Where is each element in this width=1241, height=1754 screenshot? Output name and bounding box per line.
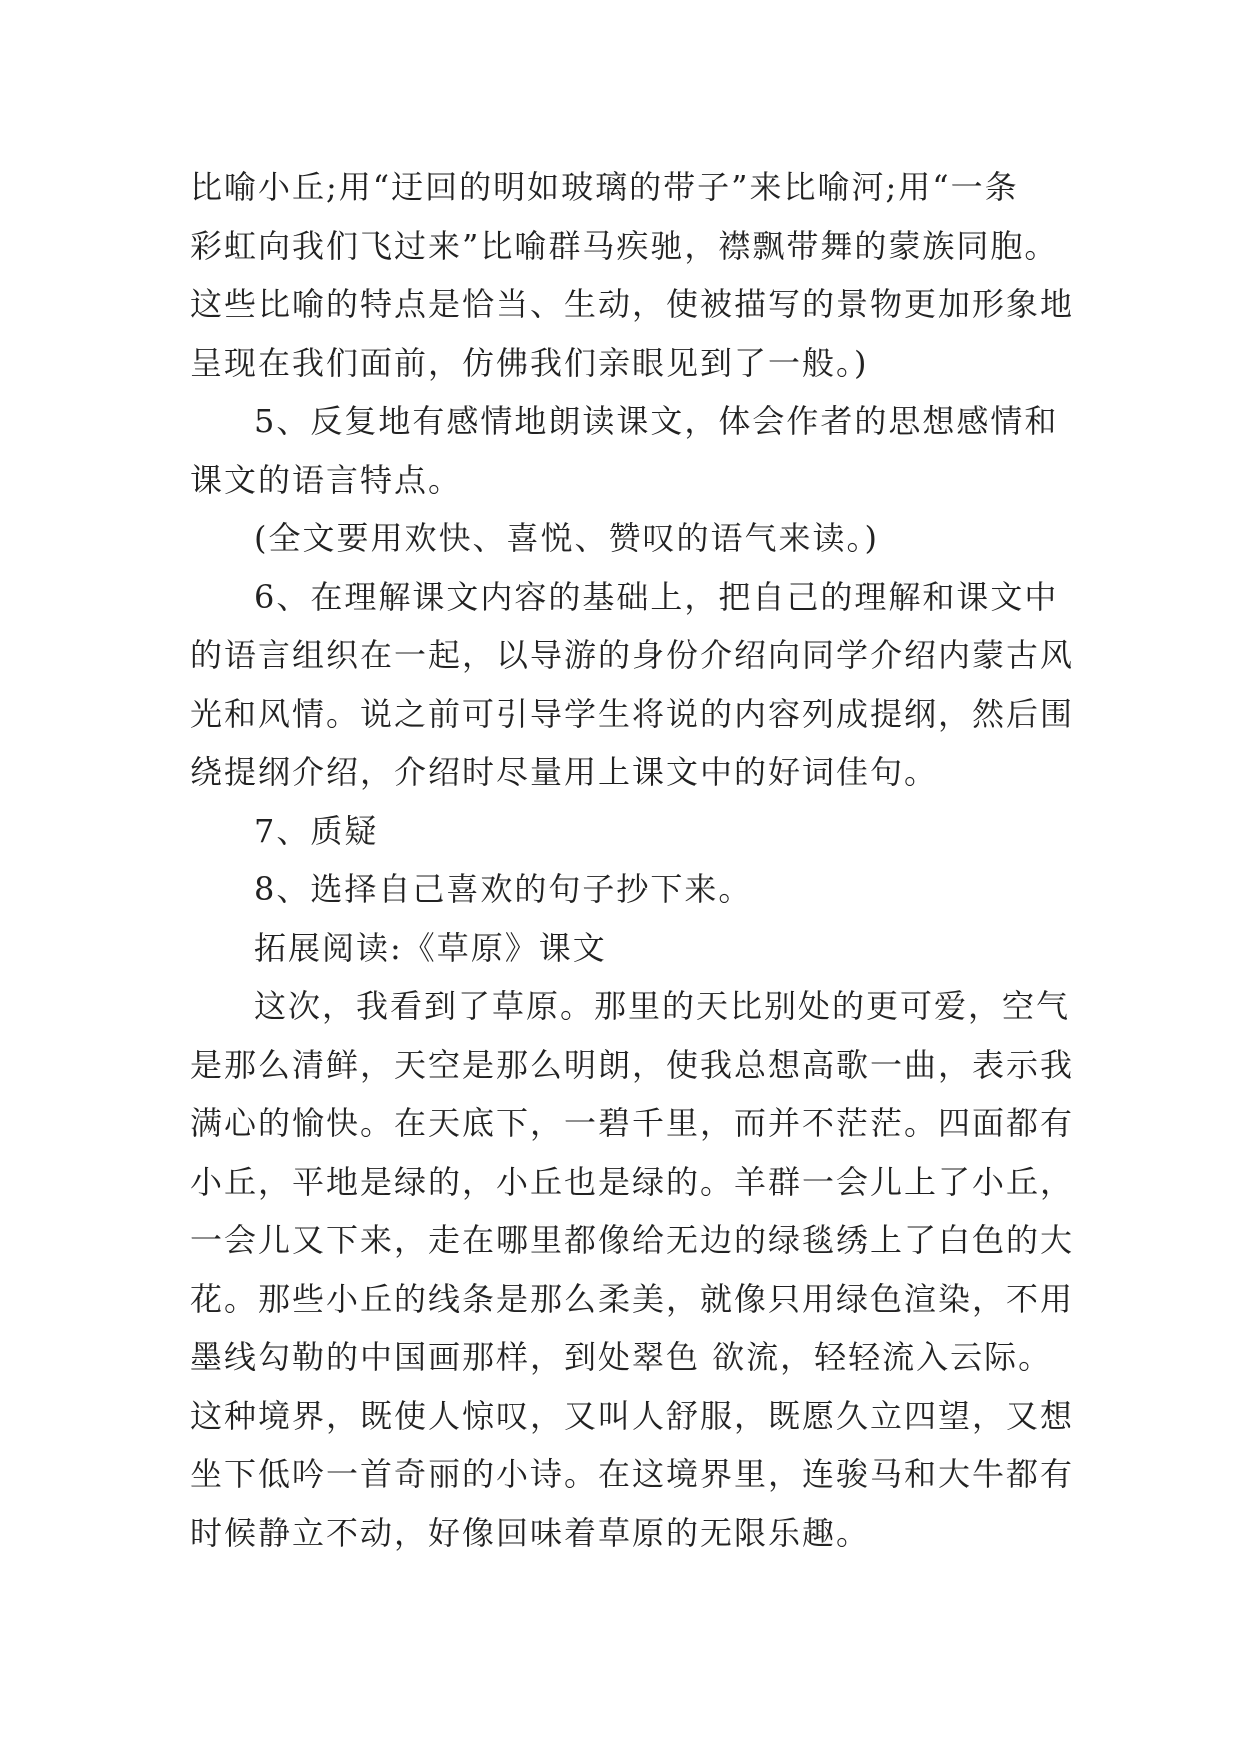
text-line-22: 这种境界，既使人惊叹，又叫人舒服，既愿久立四望，又想 — [190, 1396, 1075, 1435]
text-line-10: 光和风情。说之前可引导学生将说的内容列成提纲，然后围 — [190, 694, 1075, 733]
text-line-6: 课文的语言特点。 — [190, 460, 463, 499]
text-line-21: 墨线勾勒的中国画那样，到处翠色 欲流，轻轻流入云际。 — [190, 1338, 1053, 1376]
text-line-12: 7、质疑 — [254, 811, 379, 850]
text-line-18: 小丘，平地是绿的，小丘也是绿的。羊群一会儿上了小丘， — [190, 1162, 1075, 1201]
text-line-16: 是那么清鲜，天空是那么明朗，使我总想高歌一曲，表示我 — [190, 1045, 1075, 1084]
text-line-5: 5、反复地有感情地朗读课文，体会作者的思想感情和 — [254, 402, 1059, 440]
text-line-14: 拓展阅读:《草原》课文 — [254, 928, 607, 967]
text-line-11: 绕提纲介绍，介绍时尽量用上课文中的好词佳句。 — [190, 753, 939, 791]
document-body — [190, 158, 1075, 1562]
text-line-2: 彩虹向我们飞过来”比喻群马疾驰，襟飘带舞的蒙族同胞。 — [190, 226, 1059, 265]
text-line-17: 满心的愉快。在天底下，一碧千里，而并不茫茫。四面都有 — [190, 1104, 1075, 1142]
text-line-8: 6、在理解课文内容的基础上，把自己的理解和课文中 — [254, 577, 1059, 616]
text-line-23: 坐下低吟一首奇丽的小诗。在这境界里，连骏马和大牛都有 — [190, 1455, 1075, 1493]
text-line-13: 8、选择自己喜欢的句子抄下来。 — [254, 870, 753, 908]
text-line-3: 这些比喻的特点是恰当、生动，使被描写的景物更加形象地 — [190, 285, 1075, 323]
text-line-7: (全文要用欢快、喜悦、赞叹的语气来读。) — [254, 519, 879, 557]
text-line-19: 一会儿又下来，走在哪里都像给无边的绿毯绣上了白色的大 — [190, 1221, 1075, 1259]
text-line-1: 比喻小丘;用“迂回的明如玻璃的带子”来比喻河;用“一条 — [190, 168, 1019, 206]
text-line-24: 时候静立不动，好像回味着草原的无限乐趣。 — [190, 1513, 871, 1552]
text-line-4: 呈现在我们面前，仿佛我们亲眼见到了一般。) — [190, 343, 869, 382]
text-line-15: 这次，我看到了草原。那里的天比别处的更可爱，空气 — [254, 987, 1071, 1025]
text-line-9: 的语言组织在一起，以导游的身份介绍向同学介绍内蒙古风 — [190, 636, 1075, 674]
text-line-20: 花。那些小丘的线条是那么柔美，就像只用绿色渲染，不用 — [190, 1279, 1075, 1318]
